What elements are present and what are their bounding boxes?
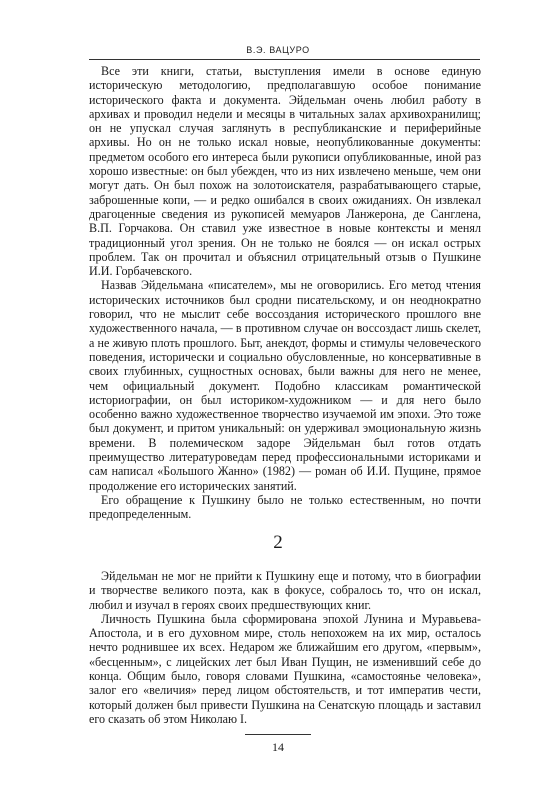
footer-rule xyxy=(245,734,311,735)
paragraph: Личность Пушкина была сформирована эпохой Лунина и Муравьева-Апостола, и в его духовном мире, столь непохожем на их мир, осталось нечто роднившее их всех. Недаром же ближайшим его другом, «первым», «бесценным», с лицейских лет был Иван Пущин, не изменивший себе до конца. Общим было, говоря словами Пушкина, «самостоянье человека», залог его «величия» перед лицом обстоятельств, и тот императив чести, который должен был привести Пушкина на Сенатскую площадь и заставил его сказать об этом Николаю I. xyxy=(89,611,481,726)
running-head: В.Э. ВАЦУРО xyxy=(246,45,310,55)
section-2-body xyxy=(89,569,481,726)
section-1-body xyxy=(89,64,481,522)
paragraph: Назвав Эйдельмана «писателем», мы не оговорились. Его метод чтения исторических источников был сродни писательскому, и он неоднократно говорил, что не мыслит себе воссоздания исторического прошлого вне художественного начала, — в противном случае он воссоздаст лишь скелет, а не живую плоть прошлого. Быт, анекдот, формы и стимулы человеческого поведения, исторически и социально обусловленные, но консервативные в своих глубинных, сущностных основах, были важны для него не менее, чем официальный документ. Подобно классикам романтической историографии, он был историком-художником — и для него было особенно важно художественное творчество изучаемой им эпохи. Это тоже был документ, и притом уникальный: он удерживал эмоциональную жизнь времени. В полемическом задоре Эйдельман был готов отдать преимущество литературоведам перед профессиональными историками и сам написал «Большого Жанно» (1982) — роман об И.И. Пущине, прямое продолжение его исторических занятий. xyxy=(89,278,481,493)
paragraph: Эйдельман не мог не прийти к Пушкину еще и потому, что в биографии и творчестве великого поэта, как в фокусе, собралось то, что он искал, любил и изучал в героях своих предшествующих книг. xyxy=(89,569,481,612)
paragraph: Все эти книги, статьи, выступления имели в основе единую историческую методологию, предполагавшую особое понимание исторического факта и документа. Эйдельман очень любил работу в архивах и проводил недели и месяцы в читальных залах архивохранилищ; он не упускал случая заглянуть в республиканские и периферийные архивы. Но он не только искал новые, неопубликованные документы: предметом особого его интереса были рукописи опубликованные, иной раз хорошо известные: он был убежден, что из них извлечено меньше, чем они могут дать. Он был похож на золотоискателя, разрабатывающего старые, заброшенные копи, — и редко ошибался в своих ожиданиях. Он извлекал драгоценные сведения из рукописей мемуаров Ланжерона, де Санглена, В.П. Горчакова. Он ставил уже известное в новые контексты и менял традиционный угол зрения. Он не только не боялся — он искал острых проблем. Так он прочитал и объяснил отрицательный отзыв о Пушкине И.И. Горбачевского. xyxy=(89,64,481,279)
paragraph: Его обращение к Пушкину было не только естественным, но почти предопределенным. xyxy=(89,492,481,522)
section-number: 2 xyxy=(273,532,283,553)
page-number: 14 xyxy=(272,740,284,754)
header-rule xyxy=(89,59,480,60)
